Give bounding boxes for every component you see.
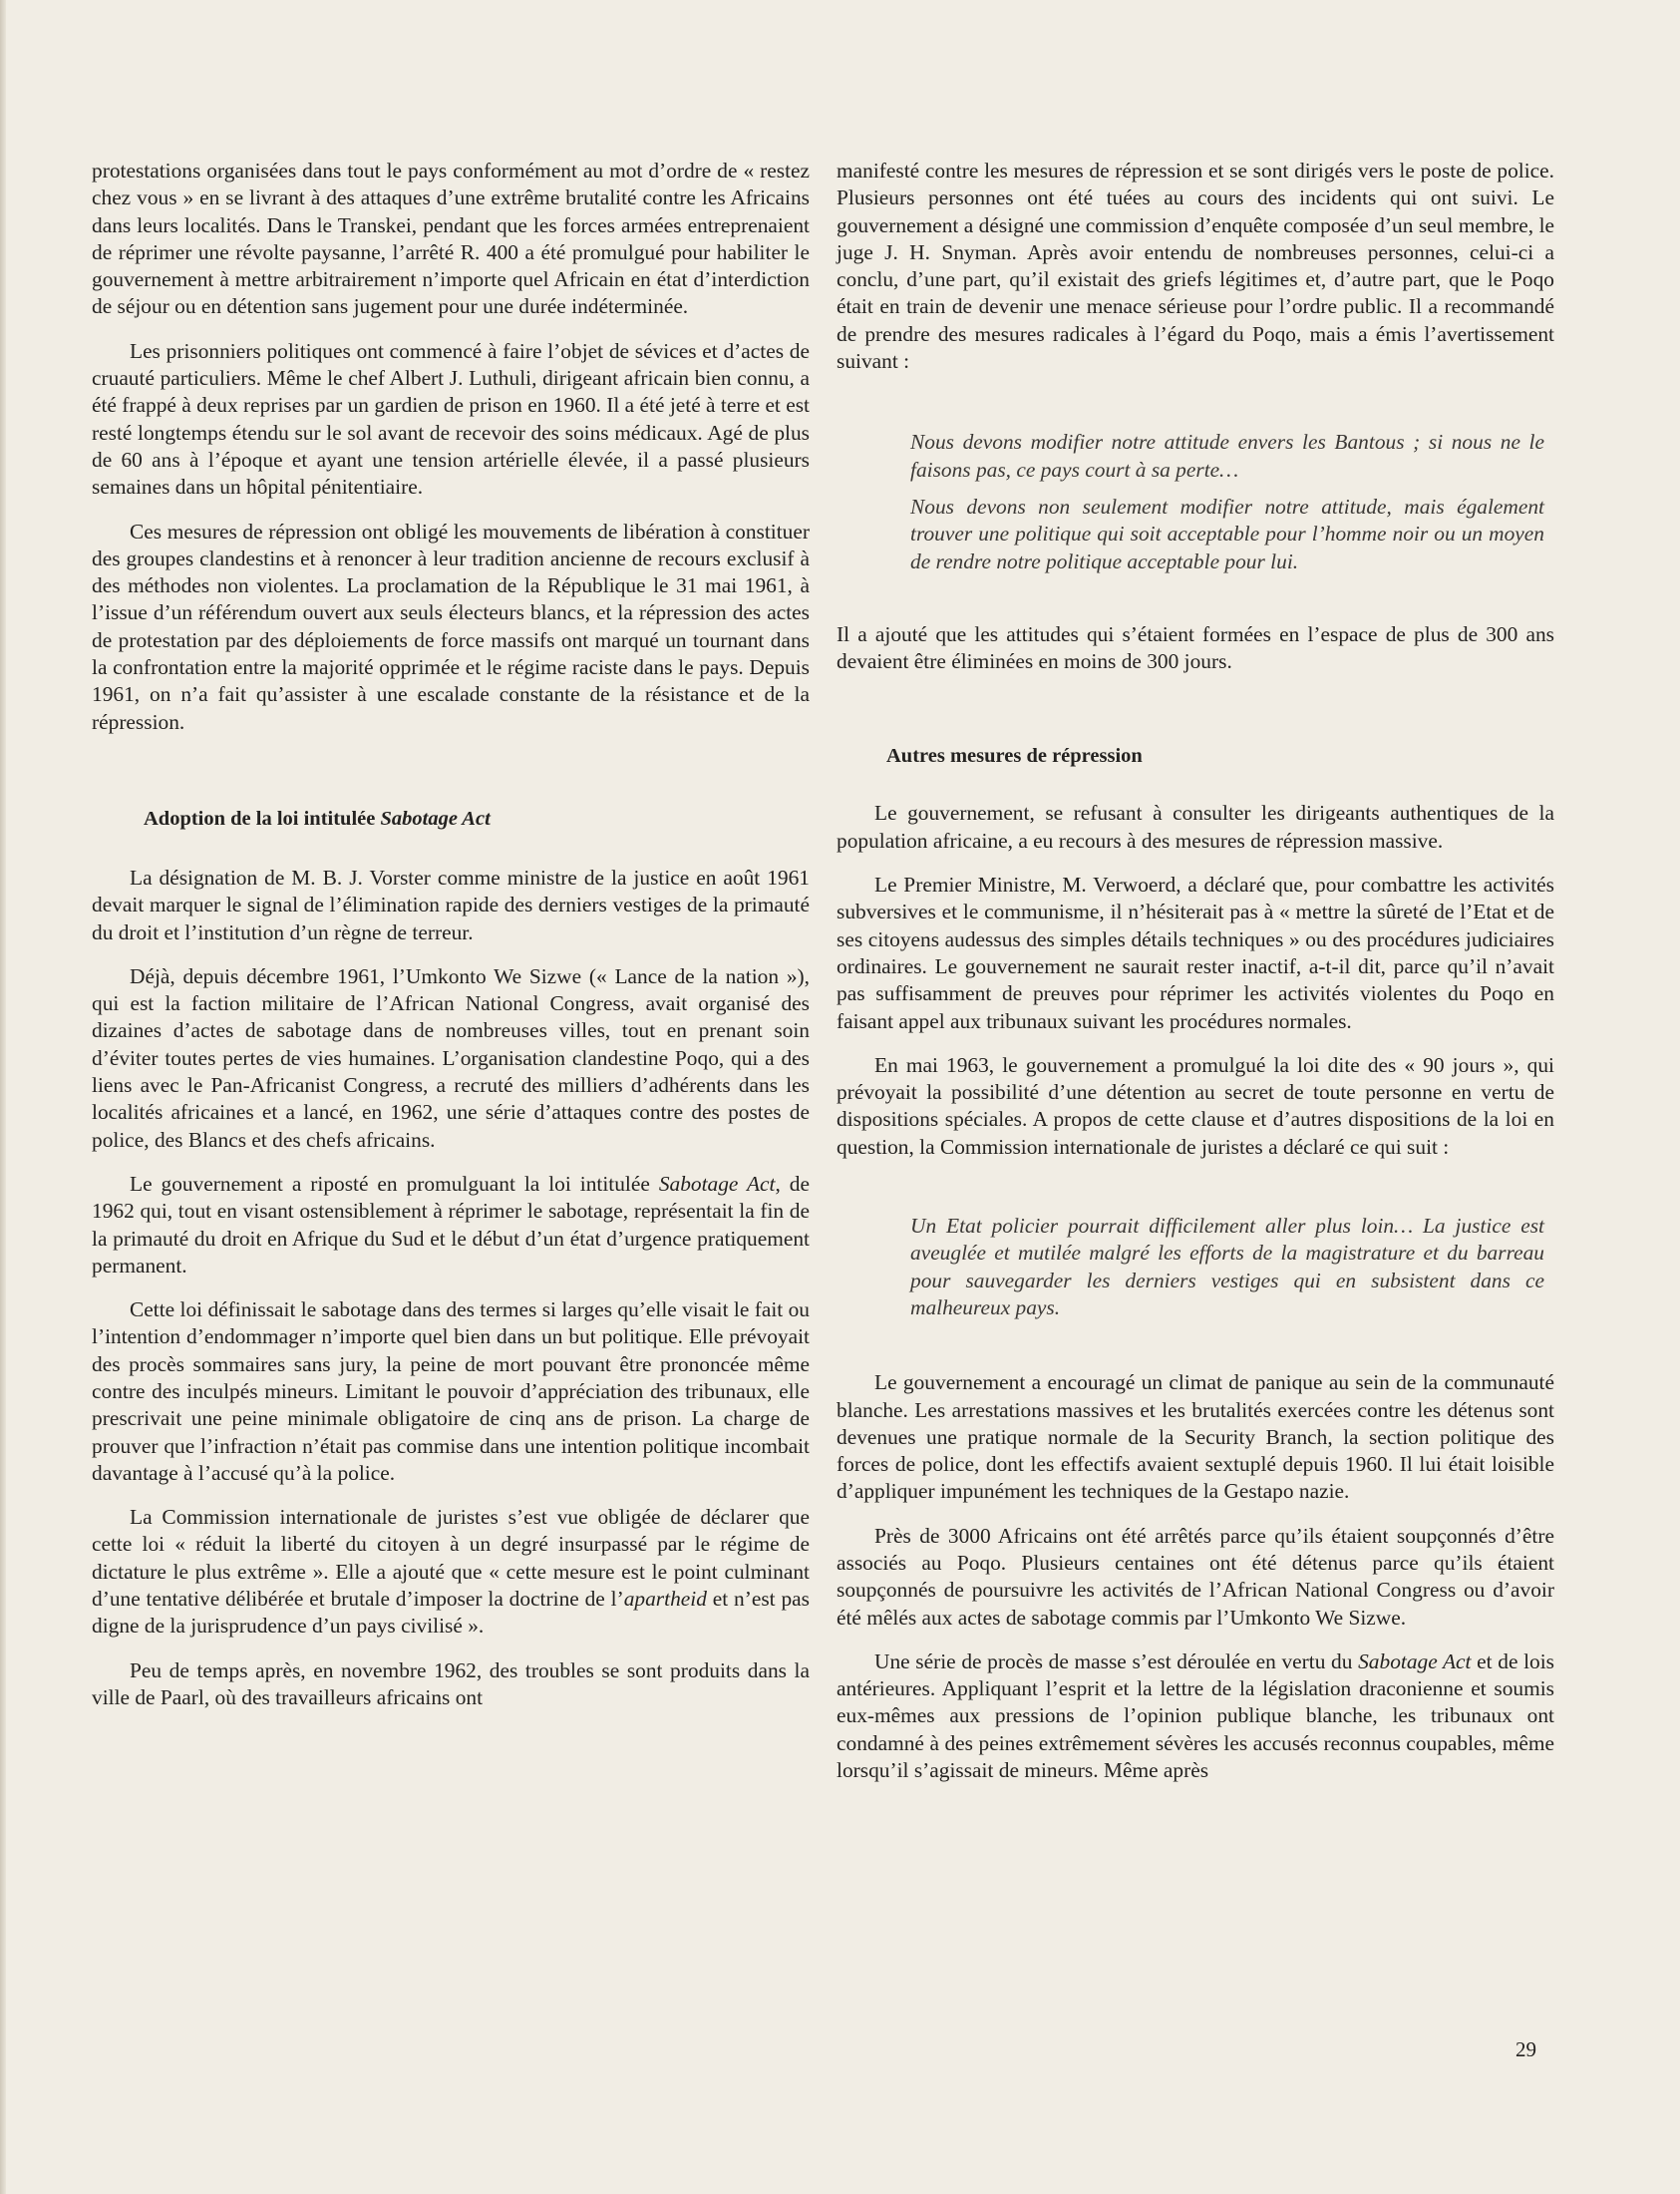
text-run: , de 1962 qui, tout en visant ostensiblement à réprimer le sabotage, représentait la fin de la primauté du droit en Afrique du Sud et le début d’un état d’urgence pratiquement permanent. (92, 1171, 810, 1278)
right-column (837, 158, 1554, 1784)
paragraph: Le gouvernement, se refusant à consulter les dirigeants authentiques de la population africaine, a eu recours à des mesures de répression massive. (837, 801, 1554, 853)
quote-text: Un Etat policier pourrait difficilement aller plus loin… La justice est aveuglée et mutilée malgré les efforts de la magistrature et du barreau pour sauvegarder les derniers vestiges qui en subsistent dans ce malheureux pays. (910, 1214, 1544, 1319)
paragraph (92, 1171, 810, 1280)
block-quote (837, 1213, 1554, 1321)
text-run: La Commission internationale de juristes s’est vue obligée de déclarer que cette loi « réduit la liberté du citoyen à un degré insurpassé par le régime de dictature le plus extrême ». Elle a ajouté que « cette mesure est le point culminant d’une tentative délibérée et brutale d’imposer la doctrine de l’ (92, 1505, 810, 1612)
paragraph: Le gouvernement a encouragé un climat de panique au sein de la communauté blanche. Les arrestations massives et les brutalités exercées contre les détenus sont devenues une pratique normale de la Security Branch, la section politique des forces de police, dont les effectifs avaient sextuplé depuis 1960. Il lui était loisible d’appliquer impunément les techniques de la Gestapo nazie. (837, 1370, 1554, 1504)
paragraph: Peu de temps après, en novembre 1962, des troubles se sont produits dans la ville de Paarl, où des travailleurs africains ont (92, 1657, 810, 1709)
quote-text: Nous devons non seulement modifier notre attitude, mais également trouver une politique qui soit acceptable pour l’homme noir ou un moyen de rendre notre politique acceptable pour lui. (910, 494, 1544, 573)
paragraph: Cette loi définissait le sabotage dans des termes si larges qu’elle visait le fait ou l’intention d’endommager n’importe quel bien dans un but politique. Elle prévoyait des procès sommaires sans jury, la peine de mort pouvant être prononcée même contre des inculpés mineurs. Limitant le pouvoir d’appréciation des tribunaux, elle prescrivait une peine minimale obligatoire de cinq ans de prison. La charge de prouver que l’infraction n’était pas commise dans une intention politique incombait davantage à l’accusé qu’à la police. (92, 1297, 810, 1485)
paragraph: Ces mesures de répression ont obligé les mouvements de libération à constituer des groupes clandestins et à renoncer à leur tradition ancienne de recours exclusif à des méthodes non violentes. La proclamation de la République le 31 mai 1961, à l’issue d’un référendum ouvert aux seuls électeurs blancs, et la répression des actes de protestation par des déploiements de force massifs ont marqué un tournant dans la confrontation entre la majorité opprimée et le régime raciste dans le pays. Depuis 1961, on n’a fait qu’assister à une escalade constante de la résistance et de la répression. (92, 519, 810, 734)
paragraph: protestations organisées dans tout le pays conformément au mot d’ordre de « restez chez vous » en se livrant à des attaques d’une extrême brutalité contre les Africains dans leurs localités. Dans le Transkei, pendant que les forces armées entreprenaient de réprimer une révolte paysanne, l’arrêté R. 400 a été promulgué pour habiliter le gouvernement à mettre arbitrairement n’importe quel Africain en état d’interdiction de séjour ou en détention sans jugement pour une durée indéterminée. (92, 159, 810, 319)
paragraph: manifesté contre les mesures de répression et se sont dirigés vers le poste de police. Plusieurs personnes ont été tuées au cours des incidents qui ont suivi. Le gouvernement a désigné une commission d’enquête composée d’un seul membre, le juge J. H. Snyman. Après avoir entendu de nombreuses personnes, celui-ci a conclu, d’une part, qu’il existait des griefs légitimes et, d’autre part, que le Poqo était en train de devenir une menace sérieuse pour l’ordre public. Il a recommandé de prendre des mesures radicales à l’égard du Poqo, mais a émis l’avertissement suivant : (837, 159, 1554, 374)
text-run: Une série de procès de masse s’est déroulée en vertu du (874, 1648, 1359, 1673)
section-heading-sabotage-act (92, 806, 810, 833)
heading-text: Adoption de la loi intitulée (144, 807, 381, 830)
section-heading-repression: Autres mesures de répression (886, 745, 1143, 768)
page-edge (0, 0, 6, 2194)
paragraph: Les prisonniers politiques ont commencé à faire l’objet de sévices et d’actes de cruauté particuliers. Même le chef Albert J. Luthuli, dirigeant africain bien connu, a été frappé à deux reprises par un gardien de prison en 1960. Il a été jeté à terre et est resté longtemps étendu sur le sol avant de recevoir des soins médicaux. Agé de plus de 60 ans à l’époque et ayant une tension artérielle élevée, il a passé plusieurs semaines dans un hôpital pénitentiaire. (92, 338, 810, 500)
left-column (92, 158, 810, 1711)
paragraph: Le Premier Ministre, M. Verwoerd, a déclaré que, pour combattre les activités subversives et le communisme, il n’hésiterait pas à « mettre la sûreté de l’Etat et de ses citoyens audessus des simples détails techniques » ou des procédures judiciaires ordinaires. Le gouvernement ne saurait rester inactif, a-t-il dit, parce qu’il n’avait pas suffisamment de preuves pour réprimer les activités violentes du Poqo en faisant appel aux tribunaux suivant les procédures normales. (837, 873, 1554, 1033)
italic-text-run: apartheid (623, 1587, 707, 1612)
text-run: Le gouvernement a riposté en promulguant la loi intitulée (130, 1171, 659, 1196)
text-run: et de lois antérieures. Appliquant l’esprit et la lettre de la législation draconienne et soumis eux-mêmes aux pressions de l’opinion publique blanche, les tribunaux ont condamné à des peines extrêmement sévères les accusés reconnus coupables, même lorsqu’il s’agissait de mineurs. Même après (837, 1648, 1555, 1783)
paragraph: Déjà, depuis décembre 1961, l’Umkonto We Sizwe (« Lance de la nation »), qui est la faction militaire de l’African National Congress, avait organisé des dizaines d’actes de sabotage dans de nombreuses villes, tout en prenant soin d’éviter toutes pertes de vies humaines. L’organisation clandestine Poqo, qui a des liens avec le Pan-Africanist Congress, a recruté des milliers d’adhérents dans les localités africaines et a lancé, en 1962, une série d’attaques contre des postes de police, des Blancs et des chefs africains. (92, 963, 810, 1152)
italic-text-run: Sabotage Act (1358, 1648, 1472, 1673)
text-run: et n’est pas digne de la jurisprudence d’un pays civilisé ». (92, 1587, 810, 1639)
paragraph: Près de 3000 Africains ont été arrêtés parce qu’ils étaient soupçonnés d’être associés au Poqo. Plusieurs centaines ont été détenus parce qu’ils étaient soupçonnés de poursuivre les activités de l’African National Congress ou d’avoir été mêlés aux actes de sabotage commis par l’Umkonto We Sizwe. (837, 1523, 1554, 1630)
paragraph: Il a ajouté que les attitudes qui s’étaient formées en l’espace de plus de 300 ans devaient être éliminées en moins de 300 jours. (837, 621, 1554, 674)
paragraph: En mai 1963, le gouvernement a promulgué la loi dite des « 90 jours », qui prévoyait la possibilité d’une détention au secret de toute personne en vertu de dispositions spéciales. A propos de cette clause et d’autres dispositions de la loi en question, la Commission internationale de juristes a déclaré ce qui suit : (837, 1052, 1554, 1159)
heading-italic-text: Sabotage Act (380, 807, 491, 830)
block-quote (837, 429, 1554, 574)
paragraph (837, 1648, 1554, 1784)
page-number: 29 (1515, 2037, 1536, 2061)
paragraph: La désignation de M. B. J. Vorster comme ministre de la justice en août 1961 devait marquer le signal de l’élimination rapide des derniers vestiges de la primauté du droit et l’institution d’un règne de terreur. (92, 865, 810, 944)
paragraph (92, 1504, 810, 1640)
quote-text: Nous devons modifier notre attitude envers les Bantous ; si nous ne le faisons pas, ce pays court à sa perte… (910, 430, 1544, 482)
italic-text-run: Sabotage Act (658, 1171, 776, 1196)
